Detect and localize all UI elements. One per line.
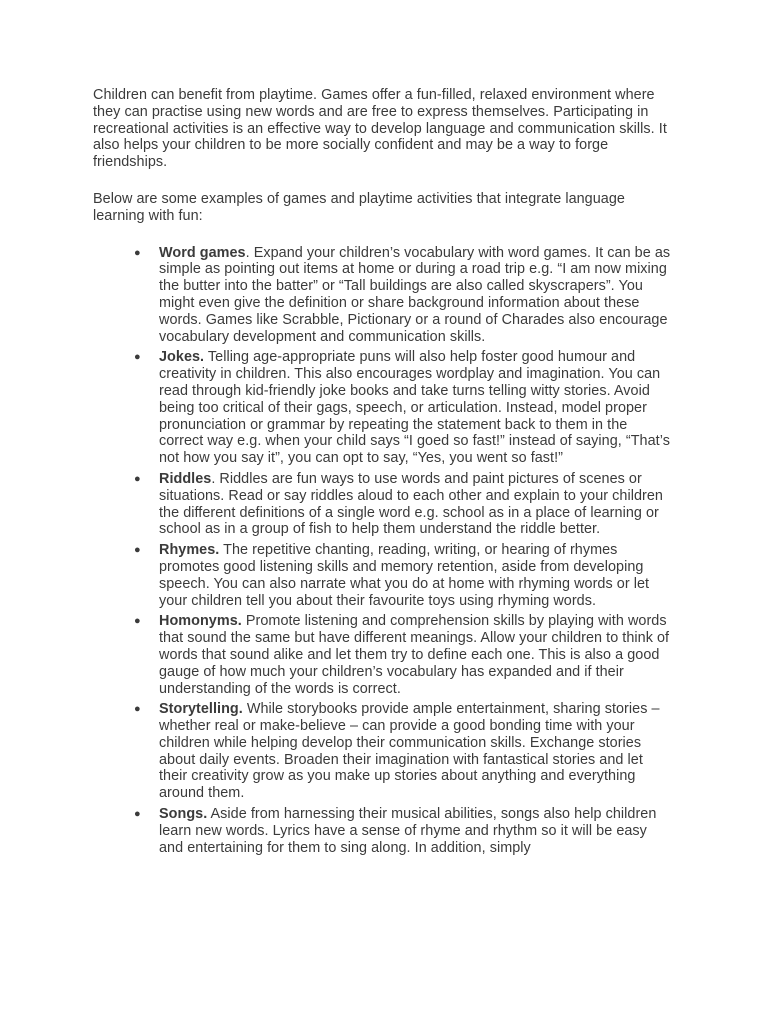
item-term: Storytelling.: [159, 701, 243, 718]
bullet-icon: ●: [134, 703, 141, 716]
list-item-storytelling: [93, 701, 673, 802]
bullet-icon: ●: [134, 544, 141, 557]
bullet-icon: ●: [134, 246, 141, 259]
document-page: [93, 87, 673, 860]
activity-list: [93, 245, 673, 857]
intro-paragraph: Children can benefit from playtime. Games offer a fun-filled, relaxed environment where they can practise using new words and are free to express themselves. Participating in recreational activities is an effective way to develop language and communication skills. It also helps your children to be more socially confident and may be a way to forge friendships.: [93, 87, 667, 171]
item-text: Promote listening and comprehension skills by playing with words that sound the same but have different meanings. Allow your children to think of words that sound alike and let them try to define each one. This is also a good gauge of how much your children’s vocabulary has expanded and if their understanding of the words is correct.: [159, 613, 670, 697]
item-text: . Riddles are fun ways to use words and paint pictures of scenes or situations. Read or say riddles aloud to each other and explain to your children the different definitions of a single word e.g. school as in a place of learning or school as in a group of fish to help them understand the riddle better.: [159, 470, 663, 538]
list-item-homonyms: [93, 613, 673, 697]
bullet-icon: ●: [134, 472, 141, 485]
list-item-rhymes: [93, 542, 673, 609]
list-item-jokes: [93, 349, 673, 467]
item-term: Riddles: [159, 470, 212, 487]
item-text: The repetitive chanting, reading, writing, or hearing of rhymes promotes good listening skills and memory retention, aside from developing speech. You can also narrate what you do at home with rhyming words or let your children tell you about their favourite toys using rhyming words.: [159, 542, 650, 609]
examples-intro-paragraph: Below are some examples of games and playtime activities that integrate language learning with fun:: [93, 190, 625, 224]
item-term: Songs.: [159, 806, 208, 823]
item-text: Telling age-appropriate puns will also help foster good humour and creativity in children. This also encourages wordplay and imagination. You can read through kid-friendly joke books and take turns telling witty stories. Avoid being too critical of their gags, speech, or articulation. Instead, model proper pronunciation or grammar by repeating the statement back to them in the correct way e.g. when your child says “I goed so fast!” instead of saying, “That’s not how you say it”, you can opt to say, “Yes, you went so fast!”: [159, 349, 670, 467]
item-term: Jokes.: [159, 349, 205, 366]
item-term: Word games: [159, 244, 246, 261]
item-term: Rhymes.: [159, 542, 220, 559]
bullet-icon: ●: [134, 615, 141, 628]
list-item-riddles: [93, 471, 673, 538]
item-text: While storybooks provide ample entertainment, sharing stories – whether real or make-believe – can provide a good bonding time with your children while helping develop their communication skills. Exchange stories about daily events. Broaden their imagination with fantastical stories and let their creativity grow as you make up stories about anything and everything around them.: [159, 701, 660, 802]
bullet-icon: ●: [134, 808, 141, 821]
list-item-songs: [93, 806, 673, 856]
item-text: Aside from harnessing their musical abilities, songs also help children learn new words. Lyrics have a sense of rhyme and rhythm so it will be easy and entertaining for them to sing along. In addition, simply: [159, 806, 657, 856]
bullet-icon: ●: [134, 351, 141, 364]
item-term: Homonyms.: [159, 613, 242, 630]
item-text: . Expand your children’s vocabulary with word games. It can be as simple as pointing out items at home or during a road trip e.g. “I am now mixing the butter into the batter” or “Tall buildings are also called skyscrapers”. You might even give the definition or share background information about these words. Games like Scrabble, Pictionary or a round of Charades also encourage vocabulary development and communication skills.: [159, 244, 671, 345]
list-item-word-games: [93, 245, 673, 346]
